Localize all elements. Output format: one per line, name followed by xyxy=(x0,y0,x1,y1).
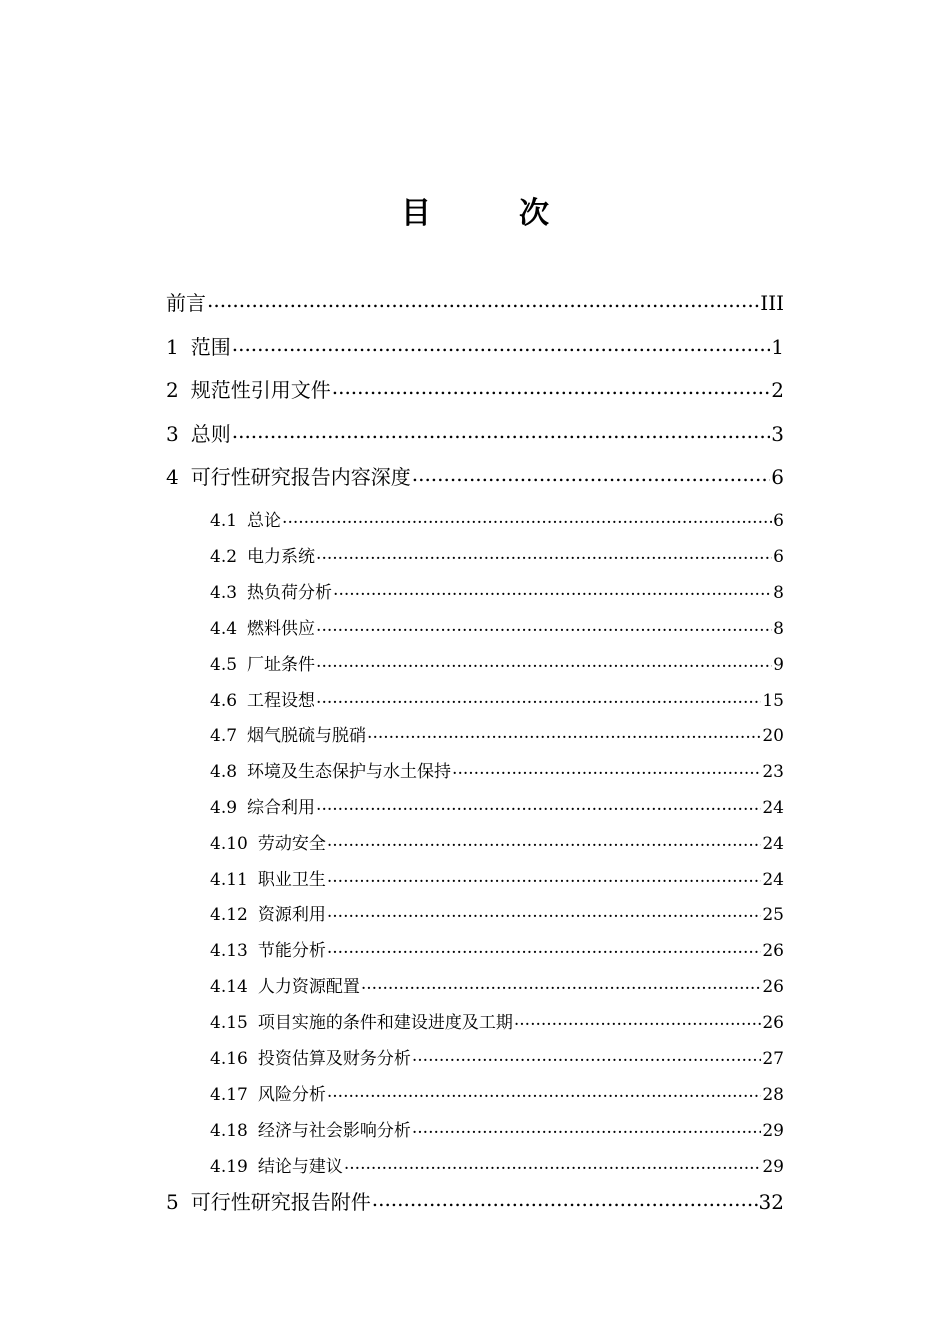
toc-entry[interactable] xyxy=(210,686,784,712)
toc-entry-dot-leader xyxy=(327,832,762,849)
toc-entry-dot-leader xyxy=(316,796,761,813)
toc-entry-page-number: 25 xyxy=(762,905,784,925)
toc-entry-label: 风险分析 xyxy=(257,1085,326,1105)
toc-entry-number: 3 xyxy=(166,422,179,446)
toc-entry-dot-leader xyxy=(282,509,772,526)
toc-entry-dot-leader xyxy=(452,760,761,777)
toc-entry-number: 4.9 xyxy=(210,798,238,818)
toc-entry[interactable] xyxy=(210,1152,784,1178)
toc-entry-page-number: 2 xyxy=(771,378,784,402)
toc-entry-page-number: 6 xyxy=(773,511,784,531)
toc-entry-number: 4.10 xyxy=(210,834,248,854)
toc-entry-page-number: 8 xyxy=(773,619,784,639)
toc-entry-number: 5 xyxy=(166,1190,179,1214)
toc-entry-dot-leader xyxy=(316,689,761,706)
toc-entry-page-number: 23 xyxy=(762,762,784,782)
toc-entry-number: 1 xyxy=(166,335,179,359)
toc-entry[interactable] xyxy=(210,793,784,819)
toc-entry-page-number: III xyxy=(760,291,784,315)
toc-entry[interactable] xyxy=(210,936,784,962)
toc-entry-label: 可行性研究报告附件 xyxy=(190,1190,371,1214)
toc-entry-dot-leader xyxy=(372,1189,758,1209)
toc-entry[interactable] xyxy=(166,374,784,404)
toc-entry-dot-leader xyxy=(327,939,762,956)
toc-entry-label: 可行性研究报告内容深度 xyxy=(190,465,411,489)
toc-entry-label: 工程设想 xyxy=(247,691,316,711)
toc-entry[interactable] xyxy=(210,1008,784,1034)
toc-entry-label: 投资估算及财务分析 xyxy=(257,1049,411,1069)
toc-entry-dot-leader xyxy=(327,1083,762,1100)
toc-entry-number: 4.1 xyxy=(210,511,238,531)
toc-entry-label: 结论与建议 xyxy=(257,1157,343,1177)
toc-entry-page-number: 8 xyxy=(773,583,784,603)
toc-entry-page-number: 1 xyxy=(771,335,784,359)
toc-entry-page-number: 32 xyxy=(758,1190,784,1214)
toc-entry-label: 项目实施的条件和建设进度及工期 xyxy=(257,1013,513,1033)
toc-entry-dot-leader xyxy=(316,545,772,562)
toc-entry-label: 经济与社会影响分析 xyxy=(257,1121,411,1141)
toc-entry-number: 4.11 xyxy=(210,870,248,890)
toc-entry[interactable] xyxy=(210,614,784,640)
toc-entry-label: 总则 xyxy=(190,422,231,446)
toc-entry[interactable] xyxy=(210,865,784,891)
toc-entry-label: 规范性引用文件 xyxy=(190,378,331,402)
toc-entry[interactable] xyxy=(166,418,784,448)
toc-entry-page-number: 20 xyxy=(762,726,784,746)
toc-entry[interactable] xyxy=(166,1186,784,1216)
toc-entry-label: 厂址条件 xyxy=(247,655,316,675)
toc-entry[interactable] xyxy=(210,900,784,926)
toc-entry-label: 前言 xyxy=(166,291,206,315)
toc-entry[interactable] xyxy=(210,1116,784,1142)
toc-entry-dot-leader xyxy=(412,464,771,484)
toc-entry-label: 综合利用 xyxy=(247,798,316,818)
toc-entry-dot-leader xyxy=(232,421,771,441)
toc-title-char-1: 目 xyxy=(401,196,431,231)
toc-entry-label: 热负荷分析 xyxy=(247,583,333,603)
toc-entry-page-number: 24 xyxy=(762,834,784,854)
toc-entry-page-number: 28 xyxy=(762,1085,784,1105)
toc-entry-number: 4.12 xyxy=(210,905,248,925)
toc-entry[interactable] xyxy=(210,650,784,676)
toc-entry-page-number: 27 xyxy=(762,1049,784,1069)
toc-entry-number: 4.7 xyxy=(210,726,238,746)
toc-entry-label: 环境及生态保护与水土保持 xyxy=(247,762,452,782)
toc-entry[interactable] xyxy=(166,461,784,491)
toc-entry-number: 4.18 xyxy=(210,1121,248,1141)
toc-entry-number: 4.13 xyxy=(210,941,248,961)
toc-entry-number: 4.16 xyxy=(210,1049,248,1069)
toc-entry-number: 4 xyxy=(166,465,179,489)
toc-title-char-2: 次 xyxy=(519,196,549,231)
toc-entry-label: 总论 xyxy=(247,511,282,531)
toc-entry-dot-leader xyxy=(327,868,762,885)
toc-entry-number: 4.3 xyxy=(210,583,238,603)
toc-entry-dot-leader xyxy=(344,1155,762,1172)
toc-entry-dot-leader xyxy=(332,377,771,397)
toc-entry-page-number: 26 xyxy=(762,977,784,997)
toc-entry[interactable] xyxy=(210,506,784,532)
toc-entry-label: 资源利用 xyxy=(257,905,326,925)
toc-entry-page-number: 15 xyxy=(762,691,784,711)
toc-entry-label: 电力系统 xyxy=(247,547,316,567)
toc-entry-label: 燃料供应 xyxy=(247,619,316,639)
toc-entry-number: 4.4 xyxy=(210,619,238,639)
toc-entry-dot-leader xyxy=(361,975,762,992)
toc-entry[interactable] xyxy=(210,1080,784,1106)
toc-entry-dot-leader xyxy=(207,290,759,310)
toc-entry-dot-leader xyxy=(412,1047,762,1064)
toc-entry-dot-leader xyxy=(316,617,772,634)
toc-entry-number: 4.2 xyxy=(210,547,238,567)
toc-entry-dot-leader xyxy=(327,903,762,920)
toc-title xyxy=(0,188,950,232)
toc-entry[interactable] xyxy=(166,287,784,317)
toc-entry[interactable] xyxy=(210,829,784,855)
toc-entry-number: 4.6 xyxy=(210,691,238,711)
toc-entry-label: 人力资源配置 xyxy=(257,977,360,997)
toc-entry-dot-leader xyxy=(232,334,771,354)
toc-entry-label: 劳动安全 xyxy=(257,834,326,854)
toc-entry-dot-leader xyxy=(333,581,772,598)
toc-entry[interactable] xyxy=(166,331,784,361)
toc-entry-number: 4.17 xyxy=(210,1085,248,1105)
toc-entry-page-number: 6 xyxy=(773,547,784,567)
toc-entry-page-number: 24 xyxy=(762,870,784,890)
toc-entry[interactable] xyxy=(210,1044,784,1070)
toc-entry-page-number: 3 xyxy=(771,422,784,446)
toc-entry[interactable] xyxy=(210,757,784,783)
toc-entry[interactable] xyxy=(210,578,784,604)
toc-entry-dot-leader xyxy=(316,653,772,670)
toc-entry-number: 4.15 xyxy=(210,1013,248,1033)
toc-entry-page-number: 9 xyxy=(773,655,784,675)
toc-entry-page-number: 24 xyxy=(762,798,784,818)
toc-entry-dot-leader xyxy=(367,724,761,741)
toc-entry-number: 2 xyxy=(166,378,179,402)
toc-entry-page-number: 26 xyxy=(762,1013,784,1033)
toc-entry-label: 范围 xyxy=(190,335,231,359)
toc-entry-page-number: 29 xyxy=(762,1121,784,1141)
toc-entry-label: 职业卫生 xyxy=(257,870,326,890)
toc-entry-page-number: 6 xyxy=(771,465,784,489)
toc-entry[interactable] xyxy=(210,972,784,998)
toc-entry[interactable] xyxy=(210,542,784,568)
toc-entry-number: 4.14 xyxy=(210,977,248,997)
toc-entry-page-number: 26 xyxy=(762,941,784,961)
toc-entry-label: 烟气脱硫与脱硝 xyxy=(247,726,367,746)
toc-entry-number: 4.8 xyxy=(210,762,238,782)
toc-entry-label: 节能分析 xyxy=(257,941,326,961)
toc-entry-dot-leader xyxy=(412,1119,762,1136)
toc-entry[interactable] xyxy=(210,721,784,747)
toc-entry-number: 4.5 xyxy=(210,655,238,675)
toc-entry-dot-leader xyxy=(514,1011,762,1028)
toc-entry-number: 4.19 xyxy=(210,1157,248,1177)
toc-entry-page-number: 29 xyxy=(762,1157,784,1177)
